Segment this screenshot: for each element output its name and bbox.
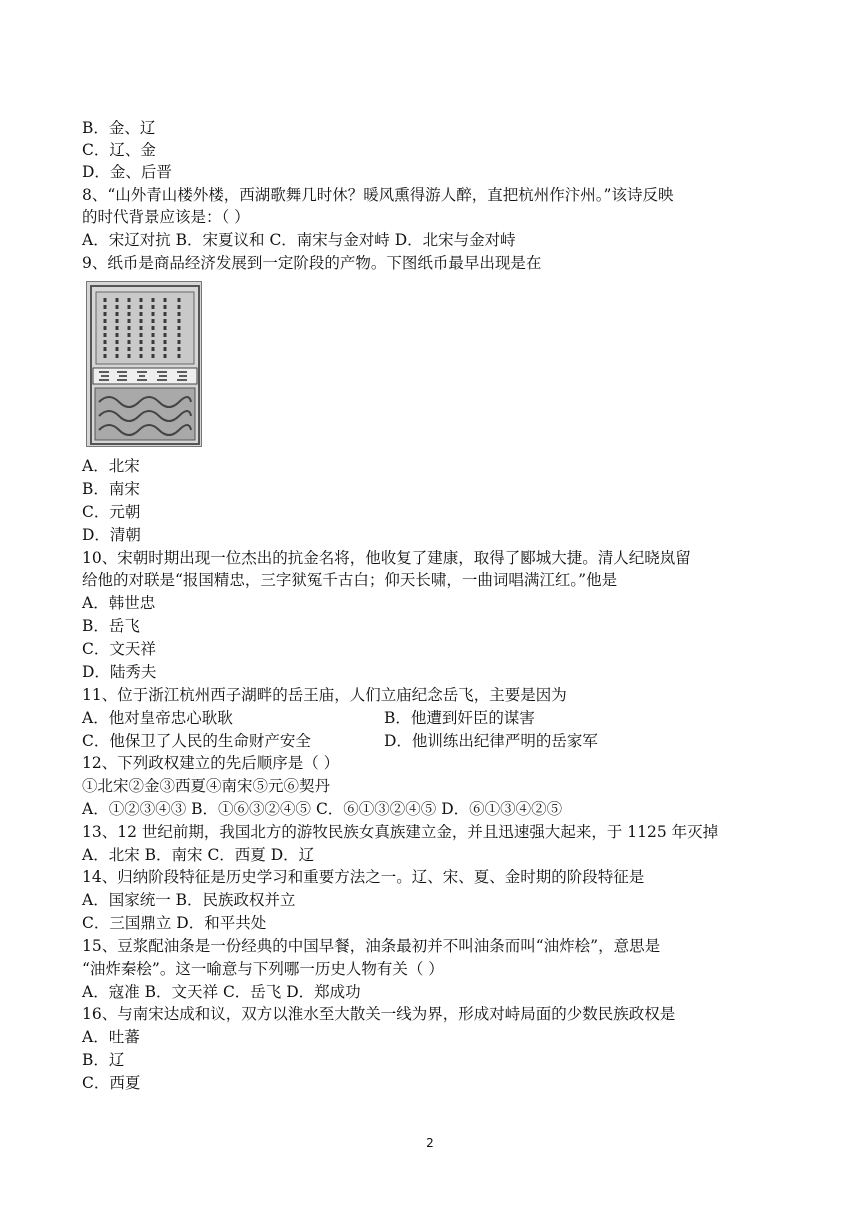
option-line: D．清朝 [82,526,141,544]
option-line: D．他训练出纪律严明的岳家军 [384,732,598,750]
question-13: 13、12 世纪前期，我国北方的游牧民族女真族建立金，并且迅速强大起来，于 1125 年灭掉 [82,823,719,841]
question-8: 8、“山外青山楼外楼，西湖歌舞几时休？暖风熏得游人醉，直把杭州作汴州。”该诗反映 [82,186,674,204]
option-line: C．辽、金 [82,141,156,159]
question-12-list: ①北宋②金③西夏④南宋⑤元⑥契丹 [82,777,331,795]
paper-money-image [86,281,202,447]
question-8-options: A．宋辽对抗 B．宋夏议和 C．南宋与金对峙 D．北宋与金对峙 [82,231,516,249]
option-line: B．他遭到奸臣的谋害 [384,709,535,727]
option-line: D．陆秀夫 [82,663,157,681]
option-line: C．西夏 [82,1074,141,1092]
question-12-options: A．①②③④③ B．①⑥③②④⑤ C．⑥①③②④⑤ D．⑥①③④②⑤ [82,800,563,818]
option-line: C．文天祥 [82,640,156,658]
question-11: 11、位于浙江杭州西子湖畔的岳王庙，人们立庙纪念岳飞，主要是因为 [82,686,567,704]
question-15: 15、豆浆配油条是一份经典的中国早餐，油条最初并不叫油条而叫“油炸桧”，意思是 [82,937,661,955]
option-line: B．辽 [82,1051,125,1069]
question-14: 14、归纳阶段特征是历史学习和重要方法之一。辽、宋、夏、金时期的阶段特征是 [82,868,645,886]
option-line: B．岳飞 [82,617,140,635]
option-line: A．吐蕃 [82,1028,140,1046]
option-line: C．他保卫了人民的生命财产安全 [82,732,311,750]
option-line: A．他对皇帝忠心耿耿 [82,709,233,727]
option-line: C．元朝 [82,503,141,521]
option-line: B．金、辽 [82,119,156,137]
page-number: 2 [426,1136,434,1150]
question-15-cont: “油炸秦桧”。这一喻意与下列哪一历史人物有关（ ） [82,960,444,978]
question-9: 9、纸币是商品经济发展到一定阶段的产物。下图纸币最早出现是在 [82,254,542,272]
option-line: D．金、后晋 [82,163,172,181]
question-12: 12、下列政权建立的先后顺序是（ ） [82,754,340,772]
question-13-options: A．北宋 B．南宋 C．西夏 D．辽 [82,846,315,864]
option-line: B．南宋 [82,480,140,498]
option-line: A．国家统一 B．民族政权并立 [82,891,296,909]
question-10: 10、宋朝时期出现一位杰出的抗金名将，他收复了建康，取得了郾城大捷。清人纪晓岚留 [82,549,691,567]
option-line: A．北宋 [82,457,140,475]
question-8-cont: 的时代背景应该是：（ ） [82,208,250,226]
option-line: A．韩世忠 [82,594,156,612]
question-15-options: A．寇准 B．文天祥 C．岳飞 D．郑成功 [82,983,361,1001]
question-10-cont: 给他的对联是“报国精忠，三字狱冤千古白；仰天长啸，一曲词唱满江红。”他是 [82,571,618,589]
option-line: C．三国鼎立 D．和平共处 [82,914,267,932]
question-16: 16、与南宋达成和议，双方以淮水至大散关一线为界，形成对峙局面的少数民族政权是 [82,1005,676,1023]
